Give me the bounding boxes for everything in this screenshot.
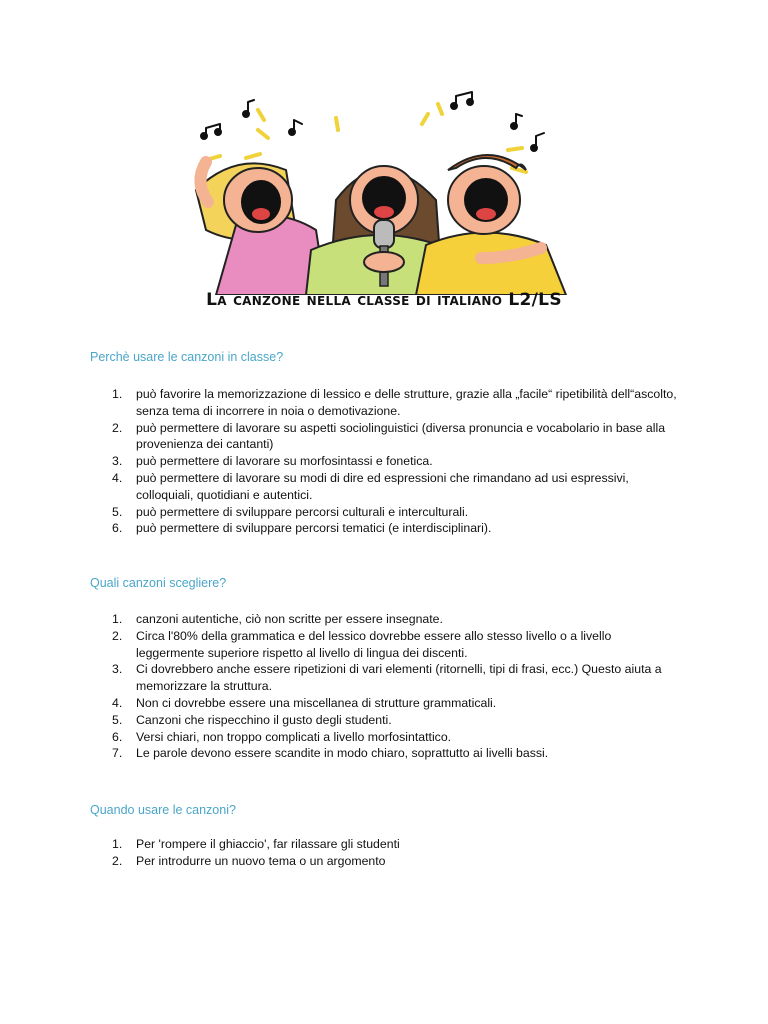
singing-children-illustration bbox=[186, 90, 576, 295]
list-item bbox=[112, 611, 682, 628]
list-number: 1. bbox=[112, 837, 123, 851]
girl-left bbox=[196, 162, 326, 295]
list-text: Per 'rompere il ghiaccio', far rilassare gli studenti bbox=[136, 837, 400, 851]
list-item bbox=[112, 420, 682, 454]
list-number: 2. bbox=[112, 853, 123, 868]
list-number: 4. bbox=[112, 695, 123, 710]
list-number: 7. bbox=[112, 746, 123, 761]
list-text: Canzoni che rispecchino il gusto degli studenti. bbox=[136, 712, 392, 727]
list-text: Versi chiari, non troppo complicati a livello morfosintattico. bbox=[136, 729, 452, 744]
list-text: Ci dovrebbero anche essere ripetizioni di vari elementi (ritornelli, tipi di frasi, ecc.) Questo aiuta a memorizzare la struttura. bbox=[136, 662, 662, 694]
list-item bbox=[112, 628, 682, 662]
list-item bbox=[112, 504, 682, 521]
section-heading-why: Perchè usare le canzoni in classe? bbox=[90, 350, 284, 364]
music-notes-icon bbox=[201, 92, 544, 151]
list-item bbox=[112, 729, 682, 746]
list-text: può permettere di lavorare su aspetti sociolinguistici (diversa pronuncia e vocabolario in base alla provenienza dei cantanti) bbox=[136, 420, 666, 452]
list-number: 5. bbox=[112, 504, 123, 519]
list-number: 4. bbox=[112, 470, 123, 485]
list-number: 3. bbox=[112, 454, 123, 469]
list-item bbox=[112, 712, 682, 729]
list-item bbox=[112, 745, 682, 762]
list-item bbox=[112, 853, 682, 870]
list-item bbox=[112, 470, 682, 504]
list-text: può permettere di lavorare su modi di dire ed espressioni che rimandano ad usi espressivi, colloquiali, quotidiani e autentici. bbox=[136, 470, 629, 502]
list-which bbox=[112, 611, 682, 762]
list-item bbox=[112, 695, 682, 712]
list-text: può favorire la memorizzazione di lessico e delle strutture, grazie alla „facile“ ripetibilità dell“ascolto, senza tema di incorrere in noia o demotivazione. bbox=[136, 387, 677, 418]
list-text: Circa l'80% della grammatica e del lessico dovrebbe essere allo stesso livello o a livello leggermente superiore rispetto al livello di lingua dei discenti. bbox=[136, 628, 612, 660]
list-number: 6. bbox=[112, 729, 123, 744]
list-when bbox=[112, 836, 682, 870]
list-number: 1. bbox=[112, 612, 123, 626]
list-item bbox=[112, 836, 682, 853]
section-heading-when: Quando usare le canzoni? bbox=[90, 803, 236, 817]
section-heading-which: Quali canzoni scegliere? bbox=[90, 576, 227, 590]
list-text: può permettere di lavorare su morfosintassi e fonetica. bbox=[136, 454, 433, 469]
list-text: può permettere di sviluppare percorsi culturali e interculturali. bbox=[136, 504, 469, 519]
list-text: canzoni autentiche, ciò non scritte per essere insegnate. bbox=[136, 612, 443, 626]
list-text: Non ci dovrebbe essere una miscellanea di strutture grammaticali. bbox=[136, 695, 497, 710]
sound-lines bbox=[206, 104, 526, 172]
list-number: 2. bbox=[112, 420, 123, 435]
list-number: 5. bbox=[112, 712, 123, 727]
list-number: 6. bbox=[112, 521, 123, 536]
list-number: 2. bbox=[112, 628, 123, 643]
page-title: La canzone nella classe di italiano L2/LS bbox=[206, 290, 562, 310]
list-number: 3. bbox=[112, 662, 123, 677]
list-why bbox=[112, 386, 682, 537]
list-text: Per introdurre un nuovo tema o un argomento bbox=[136, 853, 386, 868]
list-text: può permettere di sviluppare percorsi tematici (e interdisciplinari). bbox=[136, 521, 492, 536]
list-item bbox=[112, 661, 682, 695]
list-item bbox=[112, 520, 682, 537]
list-text: Le parole devono essere scandite in modo chiaro, soprattutto ai livelli bassi. bbox=[136, 746, 549, 761]
list-item bbox=[112, 453, 682, 470]
list-number: 1. bbox=[112, 387, 123, 401]
list-item bbox=[112, 386, 682, 420]
